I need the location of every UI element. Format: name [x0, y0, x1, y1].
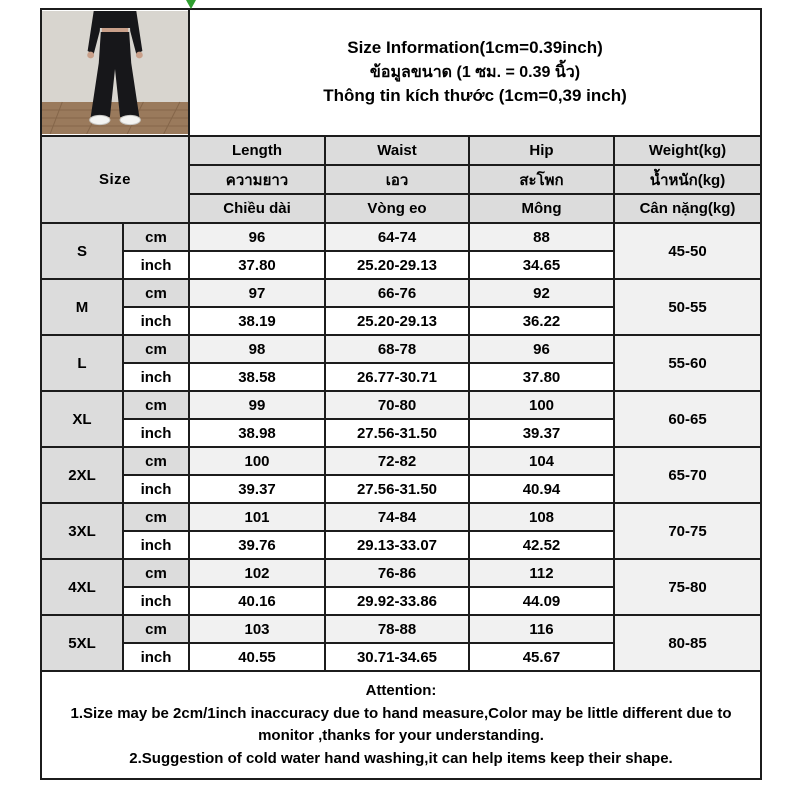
hip-cm-value: 96: [469, 335, 614, 363]
notes-heading: Attention:: [365, 682, 437, 699]
unit-cell: inch: [123, 419, 189, 447]
notes-line-1: 1.Size may be 2cm/1inch inaccuracy due to hand measure,Color may be little different due to monitor ,thanks for your understanding.: [70, 704, 732, 744]
hip-cm-value: 104: [469, 447, 614, 475]
waist-cm-value: 70-80: [325, 391, 469, 419]
weight-value: 50-55: [614, 279, 761, 335]
hip-inch-value: 34.65: [469, 251, 614, 279]
length-cm-value: 103: [189, 615, 325, 643]
size-label-2xl: 2XL: [41, 447, 123, 503]
product-photo: [42, 11, 188, 134]
length-cm-value: 100: [189, 447, 325, 475]
weight-value: 65-70: [614, 447, 761, 503]
waist-inch-value: 30.71-34.65: [325, 643, 469, 671]
unit-cell: inch: [123, 251, 189, 279]
unit-cell: inch: [123, 307, 189, 335]
col-header-weight-vi: Cân nặng(kg): [614, 194, 761, 223]
length-cm-value: 99: [189, 391, 325, 419]
waist-inch-value: 29.13-33.07: [325, 531, 469, 559]
col-header-waist-en: Waist: [325, 136, 469, 165]
hip-cm-value: 88: [469, 223, 614, 251]
col-header-length-th: ความยาว: [189, 165, 325, 194]
length-cm-value: 101: [189, 503, 325, 531]
model-waist-skin: [102, 28, 128, 32]
column-header-row-en: [41, 136, 761, 165]
title-thai: ข้อมูลขนาด (1 ซม. = 0.39 นิ้ว): [369, 63, 581, 81]
col-header-waist-th: เอว: [325, 165, 469, 194]
green-corner-marker: [186, 0, 196, 9]
unit-cell: cm: [123, 503, 189, 531]
length-inch-value: 40.16: [189, 587, 325, 615]
hip-inch-value: 39.37: [469, 419, 614, 447]
col-header-hip-en: Hip: [469, 136, 614, 165]
unit-cell: inch: [123, 587, 189, 615]
unit-cell: cm: [123, 279, 189, 307]
weight-value: 75-80: [614, 559, 761, 615]
unit-cell: inch: [123, 475, 189, 503]
weight-value: 45-50: [614, 223, 761, 279]
table-row: [41, 335, 761, 363]
size-chart-table: [40, 8, 762, 780]
length-cm-value: 96: [189, 223, 325, 251]
length-inch-value: 37.80: [189, 251, 325, 279]
weight-value: 55-60: [614, 335, 761, 391]
unit-cell: inch: [123, 531, 189, 559]
product-photo-cell: [41, 9, 189, 136]
col-header-weight-en: Weight(kg): [614, 136, 761, 165]
length-inch-value: 40.55: [189, 643, 325, 671]
table-row: [41, 391, 761, 419]
title-english: Size Information(1cm=0.39inch): [347, 38, 603, 58]
table-row: [41, 223, 761, 251]
waist-cm-value: 64-74: [325, 223, 469, 251]
hip-cm-value: 108: [469, 503, 614, 531]
hip-inch-value: 42.52: [469, 531, 614, 559]
hip-inch-value: 44.09: [469, 587, 614, 615]
waist-cm-value: 72-82: [325, 447, 469, 475]
size-label-m: M: [41, 279, 123, 335]
length-cm-value: 102: [189, 559, 325, 587]
model-crop-top: [100, 11, 130, 28]
hip-inch-value: 36.22: [469, 307, 614, 335]
length-inch-value: 38.98: [189, 419, 325, 447]
col-header-weight-th: น้ำหนัก(kg): [614, 165, 761, 194]
title-vietnamese: Thông tin kích thước (1cm=0,39 inch): [323, 86, 627, 106]
waist-inch-value: 26.77-30.71: [325, 363, 469, 391]
size-chart-sheet: [40, 8, 760, 780]
notes-cell: [41, 671, 761, 779]
size-label-s: S: [41, 223, 123, 279]
length-cm-value: 97: [189, 279, 325, 307]
size-label-5xl: 5XL: [41, 615, 123, 671]
length-inch-value: 39.76: [189, 531, 325, 559]
length-inch-value: 39.37: [189, 475, 325, 503]
col-header-waist-vi: Vòng eo: [325, 194, 469, 223]
waist-inch-value: 25.20-29.13: [325, 307, 469, 335]
unit-cell: cm: [123, 335, 189, 363]
hip-inch-value: 40.94: [469, 475, 614, 503]
length-inch-value: 38.58: [189, 363, 325, 391]
table-row: [41, 279, 761, 307]
unit-cell: cm: [123, 559, 189, 587]
size-label-3xl: 3XL: [41, 503, 123, 559]
hip-cm-value: 116: [469, 615, 614, 643]
size-label-4xl: 4XL: [41, 559, 123, 615]
model-right-shoe: [120, 115, 140, 124]
table-row: [41, 503, 761, 531]
waist-inch-value: 27.56-31.50: [325, 475, 469, 503]
unit-cell: inch: [123, 643, 189, 671]
hip-cm-value: 100: [469, 391, 614, 419]
unit-cell: cm: [123, 615, 189, 643]
col-header-length-vi: Chiều dài: [189, 194, 325, 223]
hip-inch-value: 37.80: [469, 363, 614, 391]
size-header: Size: [41, 136, 189, 223]
unit-cell: inch: [123, 363, 189, 391]
weight-value: 60-65: [614, 391, 761, 447]
table-row: [41, 447, 761, 475]
notes-line-2: 2.Suggestion of cold water hand washing,it can help items keep their shape.: [129, 749, 673, 767]
unit-cell: cm: [123, 223, 189, 251]
title-cell: [189, 9, 761, 136]
weight-value: 80-85: [614, 615, 761, 671]
unit-cell: cm: [123, 391, 189, 419]
waist-cm-value: 66-76: [325, 279, 469, 307]
hip-cm-value: 92: [469, 279, 614, 307]
length-inch-value: 38.19: [189, 307, 325, 335]
model-left-shoe: [90, 115, 110, 124]
model-left-hand: [87, 52, 94, 59]
waist-cm-value: 74-84: [325, 503, 469, 531]
header-banner-row: [41, 9, 761, 136]
waist-inch-value: 27.56-31.50: [325, 419, 469, 447]
waist-inch-value: 25.20-29.13: [325, 251, 469, 279]
waist-inch-value: 29.92-33.86: [325, 587, 469, 615]
length-cm-value: 98: [189, 335, 325, 363]
waist-cm-value: 78-88: [325, 615, 469, 643]
model-right-hand: [136, 52, 143, 59]
table-row: [41, 615, 761, 643]
waist-cm-value: 68-78: [325, 335, 469, 363]
weight-value: 70-75: [614, 503, 761, 559]
hip-cm-value: 112: [469, 559, 614, 587]
notes-row: [41, 671, 761, 779]
col-header-hip-vi: Mông: [469, 194, 614, 223]
unit-cell: cm: [123, 447, 189, 475]
size-label-xl: XL: [41, 391, 123, 447]
col-header-length-en: Length: [189, 136, 325, 165]
size-label-l: L: [41, 335, 123, 391]
table-row: [41, 559, 761, 587]
col-header-hip-th: สะโพก: [469, 165, 614, 194]
waist-cm-value: 76-86: [325, 559, 469, 587]
hip-inch-value: 45.67: [469, 643, 614, 671]
